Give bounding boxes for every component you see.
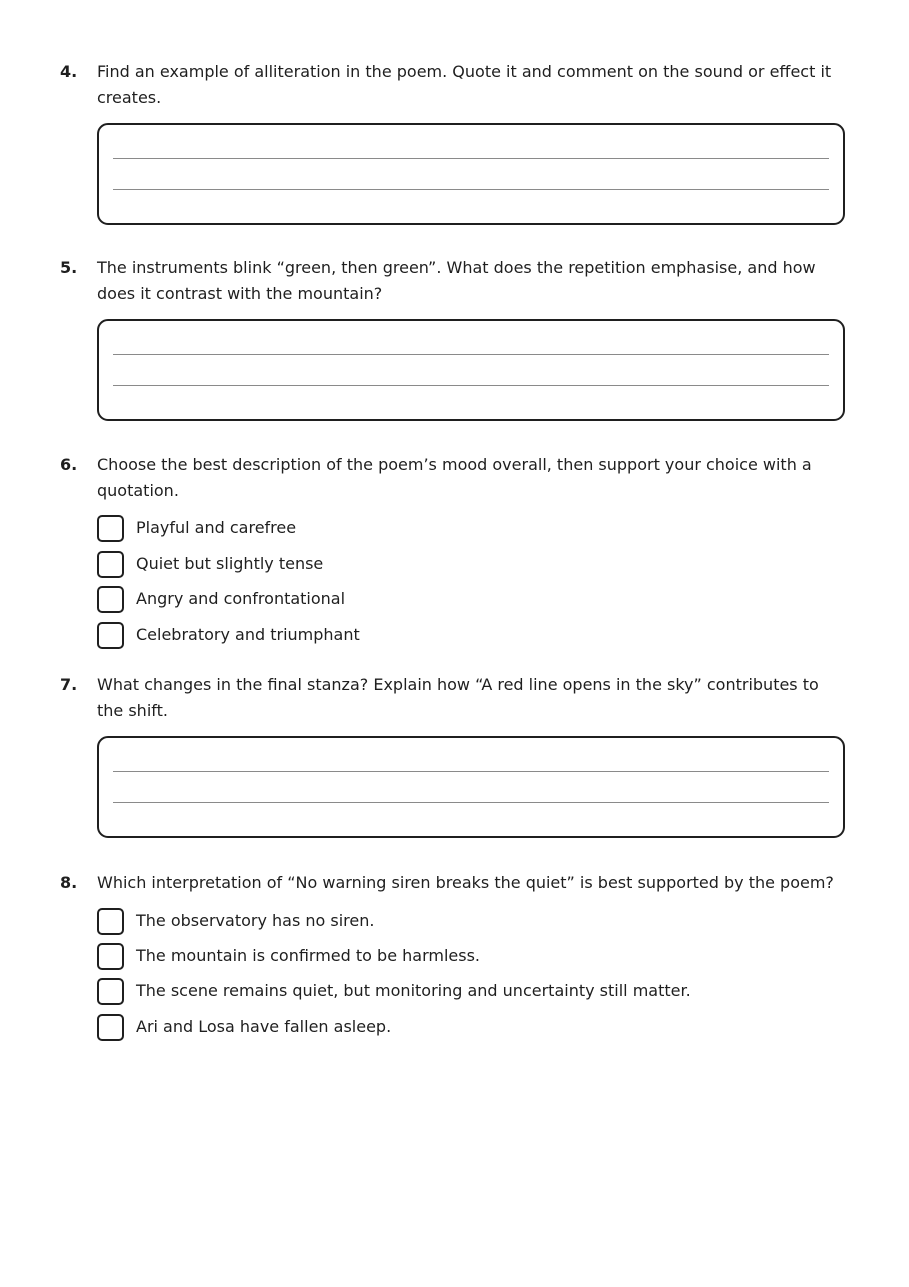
option-label: The scene remains quiet, but monitoring and uncertainty still matter. — [136, 981, 691, 1000]
option-quiet-tense[interactable] — [97, 551, 797, 579]
option-label: Celebratory and triumphant — [136, 625, 360, 644]
question-number: 5. — [60, 258, 78, 277]
answer-box[interactable] — [97, 319, 845, 421]
checkbox[interactable] — [97, 1014, 124, 1041]
question-number: 6. — [60, 455, 78, 474]
answer-line — [113, 385, 829, 386]
option-label: Ari and Losa have fallen asleep. — [136, 1017, 392, 1036]
question-text: Find an example of alliteration in the poem. Quote it and comment on the sound or effect it creates. — [97, 62, 832, 107]
question-text: The instruments blink “green, then green”. What does the repetition emphasise, and how does it contrast with the mountain? — [97, 258, 816, 303]
answer-line — [113, 771, 829, 772]
question-number: 8. — [60, 873, 78, 892]
option-angry[interactable] — [97, 586, 797, 614]
checkbox[interactable] — [97, 943, 124, 970]
answer-line — [113, 354, 829, 355]
answer-line — [113, 802, 829, 803]
question-text: What changes in the final stanza? Explain how “A red line opens in the sky” contributes to the shift. — [97, 675, 819, 720]
option-harmless[interactable] — [97, 943, 797, 971]
answer-line — [113, 189, 829, 190]
answer-box[interactable] — [97, 123, 845, 225]
question-number: 4. — [60, 62, 78, 81]
answer-box[interactable] — [97, 736, 845, 838]
checkbox[interactable] — [97, 978, 124, 1005]
question-text: Choose the best description of the poem’s mood overall, then support your choice with a quotation. — [97, 455, 812, 500]
checkbox[interactable] — [97, 908, 124, 935]
option-label: Playful and carefree — [136, 518, 297, 537]
question-number: 7. — [60, 675, 78, 694]
option-asleep[interactable] — [97, 1014, 797, 1042]
question-text: Which interpretation of “No warning siren breaks the quiet” is best supported by the poem? — [97, 873, 834, 892]
option-label: The mountain is confirmed to be harmless. — [136, 946, 480, 965]
checkbox[interactable] — [97, 515, 124, 542]
option-label: The observatory has no siren. — [136, 911, 375, 930]
option-playful[interactable] — [97, 515, 797, 543]
checkbox[interactable] — [97, 586, 124, 613]
answer-line — [113, 158, 829, 159]
checkbox[interactable] — [97, 551, 124, 578]
option-label: Angry and confrontational — [136, 589, 346, 608]
option-label: Quiet but slightly tense — [136, 554, 324, 573]
option-celebratory[interactable] — [97, 622, 797, 650]
option-no-siren[interactable] — [97, 908, 797, 936]
checkbox[interactable] — [97, 622, 124, 649]
option-monitoring[interactable] — [97, 978, 797, 1006]
